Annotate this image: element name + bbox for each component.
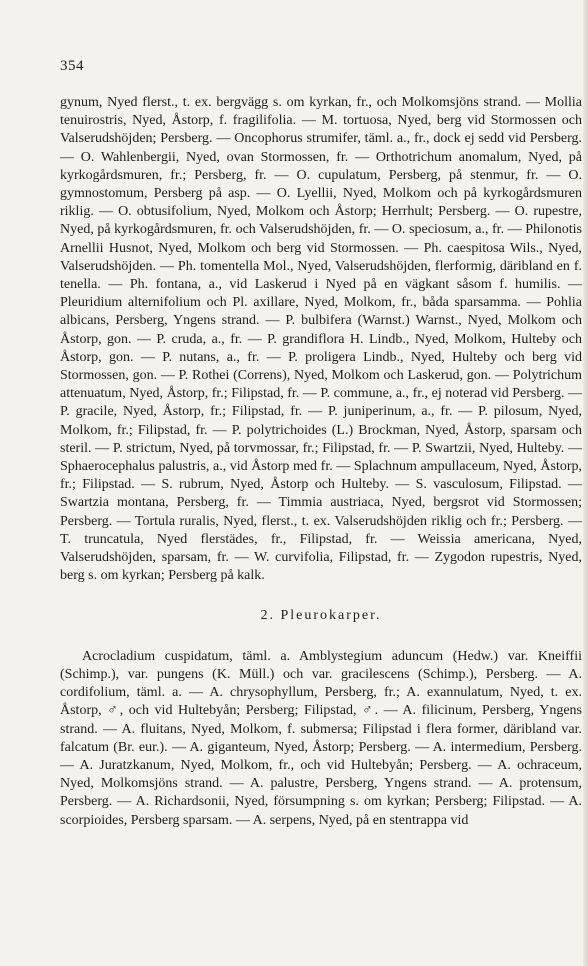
- page-edge-shadow: [583, 0, 588, 966]
- page-number: 354: [60, 58, 84, 74]
- pleurocarp-paragraph: Acrocladium cuspidatum, täml. a. Amblystegium aduncum (Hedw.) var. Kneiffii (Schimp.), var. pungens (K. Müll.) och var. gracilescens (Schimp.), Persberg. — A. cordifolium, täml. a. — A. chrysophyllum, Persberg, fr.; A. exannulatum, Nyed, t. ex. Åstorp, ♂, och vid Hultebyån; Persberg; Filipstad, ♂. — A. filicinum, Persberg, Yngens strand. — A. fluitans, Nyed, Molkom, f. submersa; Filipstad i flera former, däribland var. falcatum (Br. eur.). — A. giganteum, Nyed, Åstorp; Persberg. — A. intermedium, Persberg. — A. Juratzkanum, Nyed, Molkom, fr., och vid Hultebyån; Persberg. — A. ochraceum, Nyed, Molkomsjöns strand. — A. palustre, Persberg, Yngens strand. — A. protensum, Persberg. — A. Richardsonii, Nyed, försumpning s. om kyrkan; Persberg; Filipstad. — A. scorpioides, Persberg sparsam. — A. serpens, Nyed, på en stentrappa vid: [60, 648, 582, 828]
- section-heading: 2. Pleurokarper.: [260, 608, 382, 624]
- page-body: [60, 94, 582, 830]
- species-list-paragraph: gynum, Nyed flerst., t. ex. bergvägg s. om kyrkan, fr., och Molkomsjöns strand. — Mollia tenuirostris, Nyed, Åstorp, f. fragilifolia. — M. tortuosa, Nyed, berg vid Stormossen och Valserudshöjden; Persberg. — Oncophorus strumifer, täml. a., fr., dock ej sedd vid Persberg. — O. Wahlenbergii, Nyed, ovan Stormossen, fr. — Orthotrichum anomalum, Nyed, på kyrkogårdsmuren, fr.; Persberg, fr. — O. cupulatum, Persberg, på stenmur, fr. — O. gymnostomum, Persberg på asp. — O. Lyellii, Nyed, Molkom och på kyrkogårdsmuren riklig. — O. obtusifolium, Nyed, Molkom och Åstorp; Herrhult; Persberg. — O. rupestre, Nyed, på kyrkogårdsmuren, fr. och Valserudshöjden, fr. — O. speciosum, a., fr. — Philonotis Arnellii Husnot, Nyed, Molkom och berg vid Stormossen. — Ph. caespitosa Wils., Nyed, Valserudshöjden. — Ph. tomentella Mol., Nyed, Valserudshöjden, flerformig, däribland en f. tenella. — Ph. fontana, a., vid Laskerud i Nyed på en vägkant såsom f. humilis. — Pleuridium alternifolium och Pl. axillare, Nyed, Molkom, fr., båda sparsamma. — Pohlia albicans, Persberg, Yngens strand. — P. bulbifera (Warnst.) Warnst., Nyed, Molkom och Åstorp, gon. — P. cruda, a., fr. — P. grandiflora H. Lindb., Nyed, Molkom, Hulteby och Åstorp, gon. — P. nutans, a., fr. — P. proligera Lindb., Nyed, Hulteby och berg vid Stormossen, gon. — P. Rothei (Correns), Nyed, Molkom och Laskerud, gon. — Polytrichum attenuatum, Nyed, Åstorp, fr.; Filipstad, fr. — P. commune, a., fr., ej noterad vid Persberg. — P. gracile, Nyed, Åstorp, fr.; Filipstad, fr. — P. juniperinum, a., fr. — P. pilosum, Nyed, Molkom, fr.; Filipstad, fr. — P. polytrichoides (L.) Brockman, Nyed, Åstorp, sparsam och steril. — P. strictum, Nyed, på torvmossar, fr.; Filipstad, fr. — P. Swartzii, Nyed, Hulteby. — Sphaerocephalus palustris, a., vid Åstorp med fr. — Splachnum ampullaceum, Nyed, Åstorp, fr.; Filipstad. — S. rubrum, Nyed, Åstorp och Hulteby. — S. vasculosum, Filipstad. — Swartzia montana, Persberg, fr. — Timmia austriaca, Nyed, bergsrot vid Stormossen; Persberg. — Tortula ruralis, Nyed, flerst., t. ex. Valserudshöjden riklig och fr.; Persberg. — T. truncatula, Nyed flerstädes, fr., Filipstad, fr. — Weissia americana, Nyed, Valserudshöjden, sparsam, fr. — W. curvifolia, Filipstad, fr. — Zygodon rupestris, Nyed, berg s. om kyrkan; Persberg på kalk.: [60, 95, 582, 584]
